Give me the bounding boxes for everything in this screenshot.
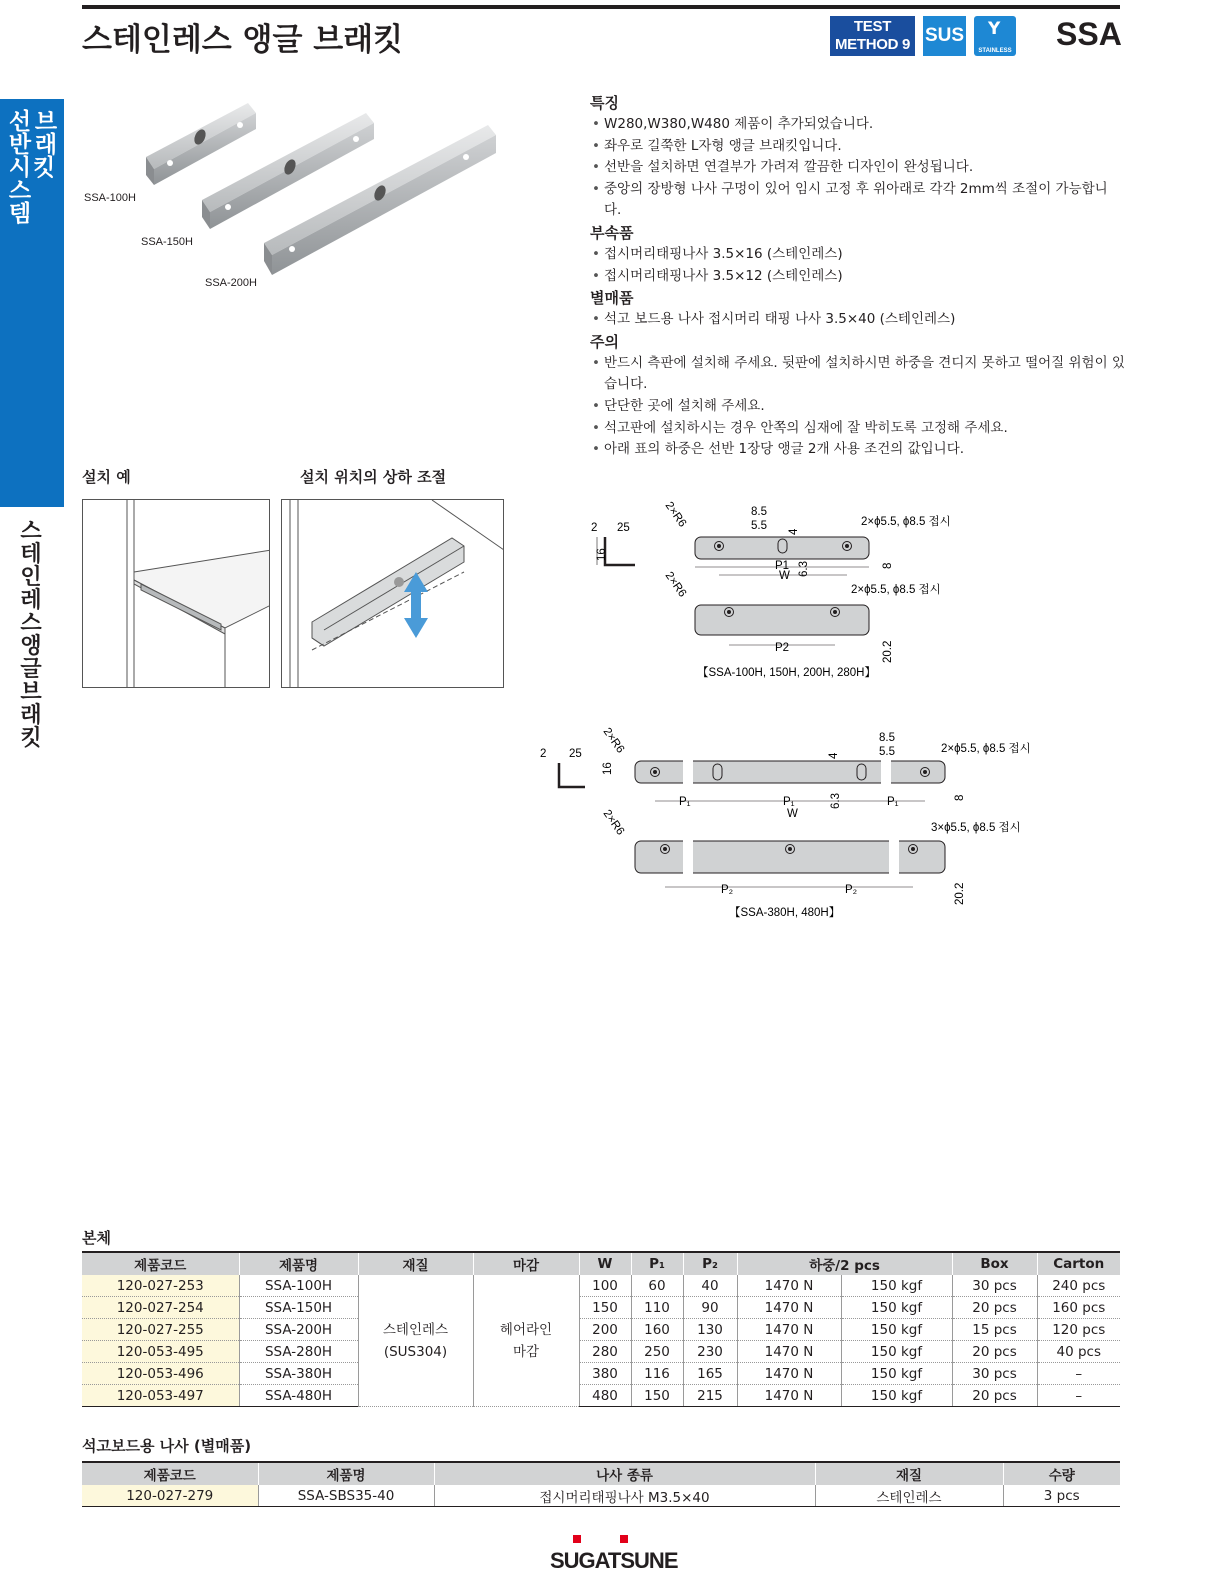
dim-label: P₂	[721, 884, 734, 896]
col-header: Box	[952, 1252, 1037, 1275]
dim-label: 8.5	[879, 732, 895, 744]
table-row	[82, 1485, 1120, 1507]
page-title: 스테인레스 앵글 브래킷	[82, 22, 404, 58]
dim-label: 2	[540, 748, 547, 760]
sidebar-col1: 선반시스템	[8, 109, 32, 227]
dim-label: 20.2	[954, 882, 966, 905]
logo-text: SUGATSUNE	[550, 1548, 678, 1573]
dimension-drawing-small	[585, 495, 985, 685]
cell: 20 pcs	[952, 1385, 1037, 1407]
list-item: • 접시머리태핑나사 3.5×16 (스테인레스)	[590, 244, 1125, 266]
col-header: 제품코드	[82, 1252, 239, 1275]
install-adjust-image	[281, 499, 504, 688]
install-example-title: 설치 예	[82, 468, 131, 486]
stainless-label: STAINLESS	[978, 48, 1012, 54]
install-example-image	[82, 499, 270, 688]
list-item: • 좌우로 길쭉한 L자형 앵글 브래킷입니다.	[590, 136, 1125, 158]
cell: 1470 N	[737, 1319, 841, 1341]
accessories-heading: 부속품	[590, 223, 634, 242]
list-item: • 반드시 측판에 설치해 주세요. 뒷판에 설치하시면 하중을 견디지 못하고 떨어질 위험이 있습니다.	[590, 353, 1125, 396]
cell: 120-027-279	[82, 1485, 258, 1507]
table-row	[82, 1363, 1120, 1385]
material-cell	[358, 1275, 473, 1407]
cell: 380	[579, 1363, 631, 1385]
sold-separately-heading: 별매품	[590, 289, 634, 308]
header-rule	[82, 5, 1120, 9]
finish-line: 마감	[512, 1343, 540, 1360]
list-item: • 선반을 설치하면 연결부가 가려져 깔끔한 디자인이 완성됩니다.	[590, 157, 1125, 179]
cell: 90	[683, 1297, 737, 1319]
cell: SSA-200H	[239, 1319, 358, 1341]
finish-cell	[473, 1275, 579, 1407]
features-list	[590, 114, 1125, 222]
cell: 150 kgf	[841, 1385, 952, 1407]
drawing-caption: 【SSA-100H, 150H, 200H, 280H】	[697, 667, 876, 679]
dim-label: 2×ϕ5.5, ϕ8.5 접시	[861, 516, 951, 528]
cell: 15 pcs	[952, 1319, 1037, 1341]
col-header: P₁	[631, 1252, 683, 1275]
col-header: 마감	[473, 1252, 579, 1275]
list-item: • 석고 보드용 나사 접시머리 태핑 나사 3.5×40 (스테인레스)	[590, 309, 1125, 331]
cell: 200	[579, 1319, 631, 1341]
cell: 30 pcs	[952, 1275, 1037, 1297]
cell: 120-053-497	[82, 1385, 239, 1407]
dim-label: 4	[788, 528, 800, 535]
dim-label: P₂	[845, 884, 858, 896]
list-item: • 석고판에 설치하시는 경우 안쪽의 심재에 잘 박히도록 고정해 주세요.	[590, 418, 1125, 440]
cell: SSA-SBS35-40	[258, 1485, 434, 1507]
cell: 20 pcs	[952, 1341, 1037, 1363]
sold-separately-list	[590, 309, 1125, 331]
dim-label: 16	[596, 548, 608, 561]
cell: 480	[579, 1385, 631, 1407]
material-line: (SUS304)	[383, 1343, 448, 1360]
cell: 40 pcs	[1037, 1341, 1120, 1363]
list-item: • 중앙의 장방형 나사 구멍이 있어 임시 고정 후 위아래로 각각 2mm씩 조절이 가능합니다.	[590, 179, 1125, 222]
col-header: 제품코드	[82, 1462, 258, 1485]
accessories-list	[590, 244, 1125, 287]
dim-label: 8	[882, 562, 894, 569]
cell: 215	[683, 1385, 737, 1407]
brand-logo	[540, 1532, 680, 1580]
cell: 160 pcs	[1037, 1297, 1120, 1319]
screw-table-title: 석고보드용 나사 (별매품)	[82, 1437, 252, 1455]
cell: SSA-280H	[239, 1341, 358, 1363]
cell: 120-027-254	[82, 1297, 239, 1319]
dim-label: 2	[591, 522, 598, 534]
cell: 165	[683, 1363, 737, 1385]
test-method-badge	[830, 16, 915, 56]
product-label: SSA-100H	[84, 192, 136, 204]
col-header: 재질	[358, 1252, 473, 1275]
dim-label: 2×ϕ5.5, ϕ8.5 접시	[941, 743, 1031, 755]
badge-test-line2: METHOD 9	[834, 36, 911, 53]
dim-label: 6.3	[798, 561, 810, 577]
category-sidebar	[0, 99, 79, 507]
series-code: SSA	[1056, 16, 1122, 52]
cell: 100	[579, 1275, 631, 1297]
dim-label: 2×R6	[662, 499, 689, 530]
dim-label: P₁	[783, 796, 795, 808]
body-table-title: 본체	[82, 1229, 111, 1247]
cell: 130	[683, 1319, 737, 1341]
product-label: SSA-150H	[141, 236, 193, 248]
cell: 120-053-496	[82, 1363, 239, 1385]
table-row	[82, 1319, 1120, 1341]
dim-label: 25	[569, 748, 582, 760]
finish-line: 헤어라인	[499, 1321, 553, 1338]
sidebar-col2: 브래킷・	[33, 109, 79, 181]
col-header: 수량	[1003, 1462, 1120, 1485]
col-header: 하중/2 pcs	[737, 1252, 952, 1275]
dim-label: 4	[828, 752, 840, 759]
dim-label: 2×R6	[600, 725, 627, 756]
cell: –	[1037, 1385, 1120, 1407]
screw-table	[82, 1461, 1120, 1507]
drawing-caption: 【SSA-380H, 480H】	[729, 907, 841, 919]
col-header: 재질	[815, 1462, 1003, 1485]
product-photo	[80, 95, 520, 305]
table-row	[82, 1275, 1120, 1297]
bracket-ssa-200h	[264, 125, 496, 275]
cell: 20 pcs	[952, 1297, 1037, 1319]
dim-label: 8.5	[751, 506, 767, 518]
cell: 120-053-495	[82, 1341, 239, 1363]
cell: 150 kgf	[841, 1297, 952, 1319]
cell: 250	[631, 1341, 683, 1363]
cell: 150	[579, 1297, 631, 1319]
col-header: Carton	[1037, 1252, 1120, 1275]
cell: 1470 N	[737, 1275, 841, 1297]
table-row	[82, 1385, 1120, 1407]
cell: 150	[631, 1385, 683, 1407]
cell: 120-027-255	[82, 1319, 239, 1341]
list-item: • 아래 표의 하중은 선반 1장당 앵글 2개 사용 조건의 값입니다.	[590, 439, 1125, 461]
dim-label: 2×R6	[662, 569, 689, 600]
cell: 120 pcs	[1037, 1319, 1120, 1341]
stainless-icon: Y	[988, 19, 1001, 39]
material-line: 스테인레스	[382, 1321, 449, 1338]
dim-label: 8	[954, 794, 966, 801]
cell: 1470 N	[737, 1363, 841, 1385]
dim-label: W	[787, 808, 798, 820]
cell: 110	[631, 1297, 683, 1319]
caution-heading: 주의	[590, 332, 619, 351]
list-item: • W280,W380,W480 제품이 추가되었습니다.	[590, 114, 1125, 136]
cell: 스테인레스	[815, 1485, 1003, 1507]
dim-label: 2×R6	[600, 807, 627, 838]
cell: 230	[683, 1341, 737, 1363]
col-header: P₂	[683, 1252, 737, 1275]
dimension-drawing-long	[535, 725, 1055, 925]
install-adjust-title: 설치 위치의 상하 조절	[300, 468, 447, 486]
features-heading: 특징	[590, 94, 619, 112]
cell: –	[1037, 1363, 1120, 1385]
dim-label: 25	[617, 522, 630, 534]
cell: 1470 N	[737, 1297, 841, 1319]
dim-label: P₁	[887, 796, 899, 808]
cell: SSA-480H	[239, 1385, 358, 1407]
cell: 150 kgf	[841, 1363, 952, 1385]
col-header: 나사 종류	[434, 1462, 815, 1485]
col-header: 제품명	[258, 1462, 434, 1485]
dim-label: P2	[775, 642, 790, 654]
product-label: SSA-200H	[205, 277, 257, 289]
dim-label: 5.5	[751, 520, 767, 532]
sus-badge: SUS	[923, 16, 966, 56]
cell: 150 kgf	[841, 1319, 952, 1341]
dim-label: 16	[602, 762, 614, 775]
logo-dot	[620, 1535, 628, 1543]
stainless-badge	[974, 16, 1016, 56]
cell: 3 pcs	[1003, 1485, 1120, 1507]
cell: 60	[631, 1275, 683, 1297]
cell: 150 kgf	[841, 1275, 952, 1297]
cell: 280	[579, 1341, 631, 1363]
cell: 150 kgf	[841, 1341, 952, 1363]
cell: 120-027-253	[82, 1275, 239, 1297]
table-row	[82, 1297, 1120, 1319]
cell: SSA-150H	[239, 1297, 358, 1319]
table-row	[82, 1341, 1120, 1363]
cell: 30 pcs	[952, 1363, 1037, 1385]
spec-text	[590, 92, 1125, 461]
body-table	[82, 1251, 1120, 1407]
dim-label: P₁	[679, 796, 691, 808]
caution-list	[590, 353, 1125, 461]
cell: 240 pcs	[1037, 1275, 1120, 1297]
cell: 40	[683, 1275, 737, 1297]
dim-label: P1	[775, 560, 790, 572]
list-item: • 접시머리태핑나사 3.5×12 (스테인레스)	[590, 266, 1125, 288]
bracket-ssa-100h	[146, 103, 256, 185]
list-item: • 단단한 곳에 설치해 주세요.	[590, 396, 1125, 418]
cell: 1470 N	[737, 1385, 841, 1407]
dim-label: 20.2	[882, 640, 894, 663]
col-header: W	[579, 1252, 631, 1275]
cell: 160	[631, 1319, 683, 1341]
col-header: 제품명	[239, 1252, 358, 1275]
sidebar-product-name: 스테인레스 앵글 브래킷	[20, 519, 42, 751]
cell: 접시머리태핑나사 M3.5×40	[434, 1485, 815, 1507]
cell: 116	[631, 1363, 683, 1385]
dim-label: 3×ϕ5.5, ϕ8.5 접시	[931, 822, 1021, 834]
logo-dot	[573, 1535, 581, 1543]
dim-label: 5.5	[879, 746, 895, 758]
cell: SSA-380H	[239, 1363, 358, 1385]
cell: SSA-100H	[239, 1275, 358, 1297]
dim-label: W	[779, 570, 790, 582]
cell: 1470 N	[737, 1341, 841, 1363]
badge-test-line1: TEST	[853, 18, 892, 35]
dim-label: 2×ϕ5.5, ϕ8.5 접시	[851, 584, 941, 596]
dim-label: 6.3	[830, 793, 842, 809]
